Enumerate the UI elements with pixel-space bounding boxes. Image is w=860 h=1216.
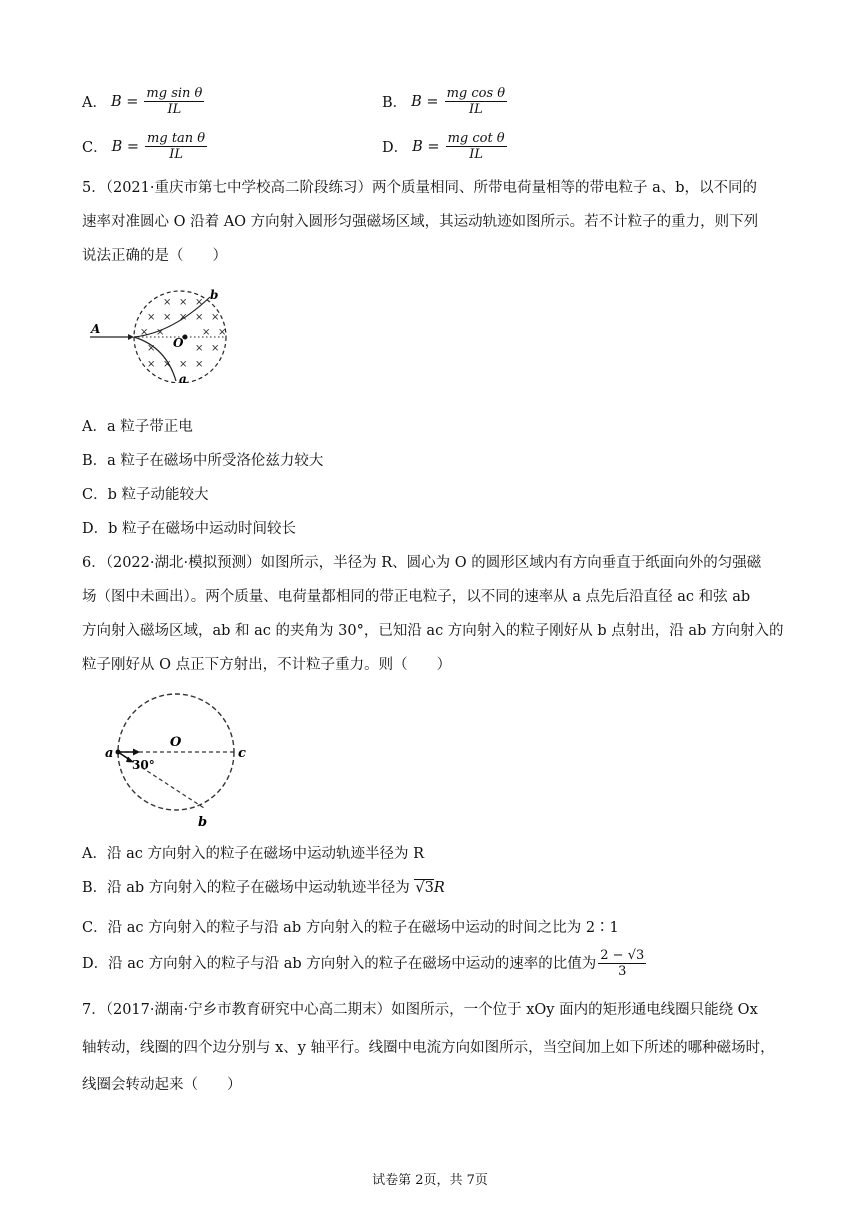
- option-letter: C．: [82, 140, 108, 156]
- sqrt-expression: √3: [415, 880, 434, 896]
- q6-stem-line-4: 粒子刚好从 O 点正下方射出，不计粒子重力。则（ ）: [82, 657, 452, 673]
- q5-option-d: D．b 粒子在磁场中运动时间较长: [82, 521, 297, 537]
- label-a: a: [105, 746, 114, 761]
- q5-stem-line-1: 5．（2021·重庆市第七中学校高二阶段练习）两个质量相同、所带电荷量相等的带电粒子 a、b，以不同的: [82, 180, 758, 196]
- option-text: D．沿 ac 方向射入的粒子与沿 ab 方向射入的粒子在磁场中运动的速率的比值为: [82, 955, 597, 972]
- cross-mark: ×: [163, 359, 172, 370]
- cross-mark: ×: [147, 359, 156, 370]
- cross-mark: ×: [211, 312, 220, 323]
- fraction: [145, 131, 207, 162]
- option-letter: A．: [82, 95, 107, 111]
- cross-mark: ×: [195, 297, 204, 308]
- q4-option-c: [82, 131, 209, 162]
- q6-option-b: [82, 878, 445, 898]
- arrow-icon: [128, 334, 134, 340]
- cross-mark: ×: [179, 359, 188, 370]
- label-b: b: [198, 815, 208, 830]
- denominator: IL: [167, 102, 182, 117]
- cross-mark: ×: [163, 297, 172, 308]
- q6-option-d: [82, 948, 648, 979]
- numerator: mg cot θ: [447, 131, 505, 146]
- numerator: mg cos θ: [446, 86, 506, 101]
- numerator: mg tan θ: [147, 131, 206, 146]
- equation-lhs: B =: [411, 93, 439, 110]
- q6-option-a: A．沿 ac 方向射入的粒子在磁场中运动轨迹半径为 R: [82, 846, 424, 862]
- denominator: 3: [618, 964, 627, 979]
- q5-stem-line-3: 说法正确的是（ ）: [82, 248, 227, 264]
- label-O: O: [170, 735, 182, 750]
- fraction: [445, 86, 508, 117]
- arrow-icon: [133, 749, 140, 756]
- denominator: IL: [169, 147, 183, 162]
- label-b: b: [210, 288, 219, 302]
- variable-R: R: [433, 880, 445, 896]
- label-a: a: [179, 372, 187, 383]
- q5-option-a: A．a 粒子带正电: [82, 419, 193, 435]
- page-footer: 试卷第 2页，共 7页: [372, 1173, 488, 1188]
- q7-stem-line-2: 轴转动，线圈的四个边分别与 x、y 轴平行。线圈中电流方向如图所示，当空间加上如下所述的哪种磁场时，: [82, 1040, 775, 1056]
- q5-option-b: B．a 粒子在磁场中所受洛伦兹力较大: [82, 453, 324, 469]
- cross-mark: ×: [140, 327, 149, 338]
- cross-mark: ×: [147, 343, 156, 354]
- q5-figure: [82, 283, 242, 383]
- cross-mark: ×: [156, 327, 165, 338]
- q6-figure: [88, 690, 258, 830]
- cross-mark: ×: [195, 359, 204, 370]
- fraction: [598, 948, 646, 979]
- denominator: IL: [469, 147, 483, 162]
- q7-stem-line-1: 7．（2017·湖南·宁乡市教育研究中心高二期末）如图所示，一个位于 xOy 面内的矩形通电线圈只能绕 Ox: [82, 1002, 758, 1018]
- equation-lhs: B =: [111, 138, 140, 155]
- label-A: A: [91, 322, 101, 336]
- cross-mark: ×: [163, 312, 172, 323]
- label-c: c: [238, 746, 246, 761]
- q5-stem-line-2: 速率对准圆心 O 沿着 AO 方向射入圆形匀强磁场区域，其运动轨迹如图所示。若不计粒子的重力，则下列: [82, 214, 759, 230]
- q5-option-c: C．b 粒子动能较大: [82, 487, 209, 503]
- q4-option-b: [382, 86, 509, 117]
- label-O: O: [173, 336, 184, 350]
- option-letter: B．: [382, 95, 408, 111]
- equation-lhs: B =: [110, 93, 139, 110]
- q4-option-d: [382, 131, 509, 162]
- cross-mark: ×: [147, 312, 156, 323]
- option-text: B．沿 ab 方向射入的粒子在磁场中运动轨迹半径为: [82, 880, 415, 896]
- q6-stem-line-3: 方向射入磁场区域，ab 和 ac 的夹角为 30°，已知沿 ac 方向射入的粒子刚好从 b 点射出，沿 ab 方向射入的: [82, 623, 784, 639]
- point-a: [116, 750, 121, 755]
- fraction: [446, 131, 507, 162]
- cross-mark: ×: [202, 327, 211, 338]
- equation-lhs: B =: [412, 138, 440, 155]
- q6-stem-line-2: 场（图中未画出）。两个质量、电荷量都相同的带正电粒子，以不同的速率从 a 点先后沿直径 ac 和弦 ab: [82, 589, 751, 605]
- cross-mark: ×: [195, 343, 204, 354]
- numerator: 2 − √3: [600, 948, 645, 963]
- numerator: mg sin θ: [146, 86, 203, 101]
- option-letter: D．: [382, 140, 409, 156]
- q6-option-c: C．沿 ac 方向射入的粒子与沿 ab 方向射入的粒子在磁场中运动的时间之比为 2∶1: [82, 920, 619, 936]
- denominator: IL: [468, 102, 483, 117]
- cross-mark: ×: [218, 327, 227, 338]
- cross-mark: ×: [179, 312, 188, 323]
- fraction: [144, 86, 204, 117]
- q4-option-a: [82, 86, 206, 117]
- q7-stem-line-3: 线圈会转动起来（ ）: [82, 1077, 242, 1093]
- angle-label: 30°: [132, 758, 155, 772]
- cross-mark: ×: [195, 312, 204, 323]
- q6-stem-line-1: 6．（2022·湖北·模拟预测）如图所示，半径为 R、圆心为 O 的圆形区域内有方向垂直于纸面向外的匀强磁: [82, 555, 762, 571]
- cross-mark: ×: [211, 343, 220, 354]
- cross-mark: ×: [179, 297, 188, 308]
